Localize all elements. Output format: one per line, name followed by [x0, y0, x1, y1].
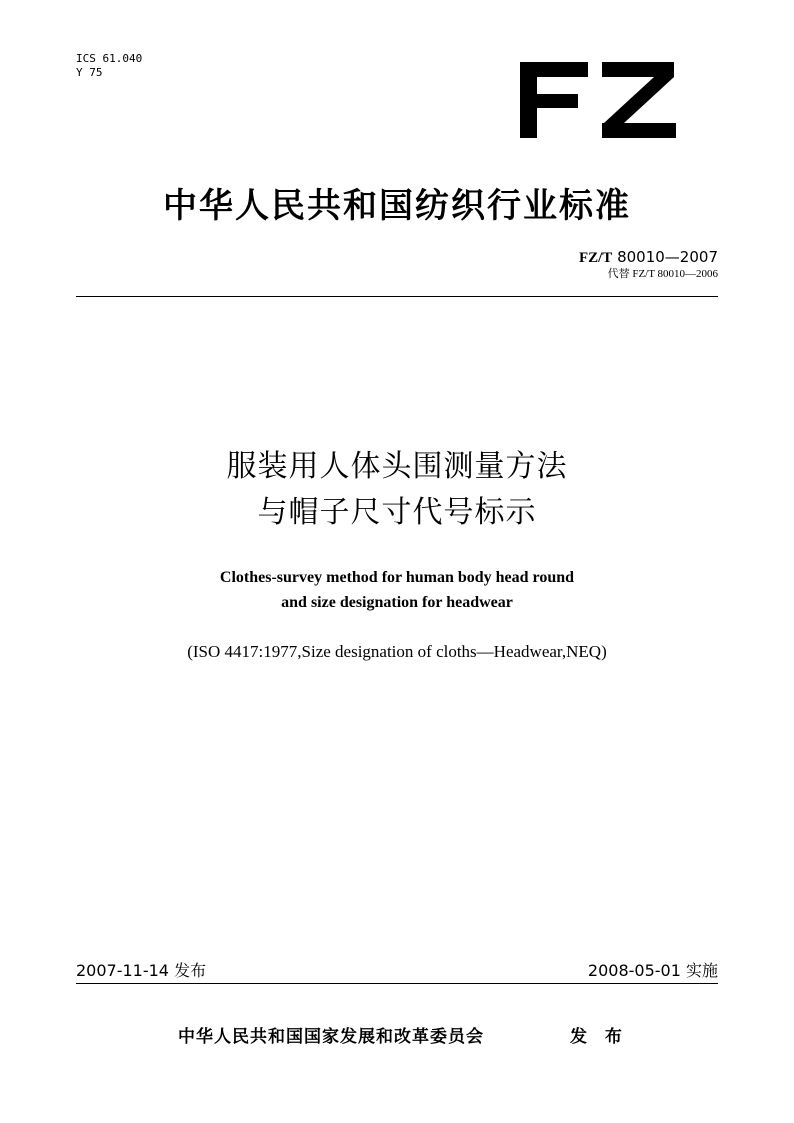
- implement-date: 2008-05-01 实施: [587, 961, 718, 980]
- ics-code: ICS 61.040: [76, 52, 143, 65]
- replaces-standard: 代替 FZ/T 80010—2006: [607, 268, 718, 280]
- standard-code-number: 80010—2007: [617, 248, 718, 266]
- chinese-title-line-2: 与帽子尺寸代号标示: [257, 495, 537, 530]
- english-title-line-1: Clothes-survey method for human body head round: [219, 569, 575, 586]
- english-title: [0, 565, 794, 615]
- standard-code: [579, 248, 718, 267]
- standard-code-block: [579, 248, 718, 281]
- standard-code-prefix: FZ/T: [578, 250, 613, 266]
- standard-organization-title: 中华人民共和国纺织行业标准: [163, 186, 631, 226]
- chinese-title: [0, 444, 794, 536]
- fz-logo: [516, 58, 680, 142]
- chinese-title-line-1: 服装用人体头围测量方法: [226, 449, 568, 484]
- english-title-line-2: and size designation for headwear: [281, 594, 513, 611]
- iso-reference: (ISO 4417:1977,Size designation of cloths—Headwear,NEQ): [187, 642, 607, 661]
- header-divider: [76, 296, 718, 297]
- classification-codes: [76, 52, 142, 80]
- footer-divider: [76, 983, 718, 984]
- issuing-authority: 中华人民共和国国家发展和改革委员会: [178, 1027, 484, 1047]
- issue-action: 发 布: [570, 1027, 628, 1047]
- ccs-code: Y 75: [76, 66, 103, 79]
- publish-date: 2007-11-14 发布: [76, 961, 207, 980]
